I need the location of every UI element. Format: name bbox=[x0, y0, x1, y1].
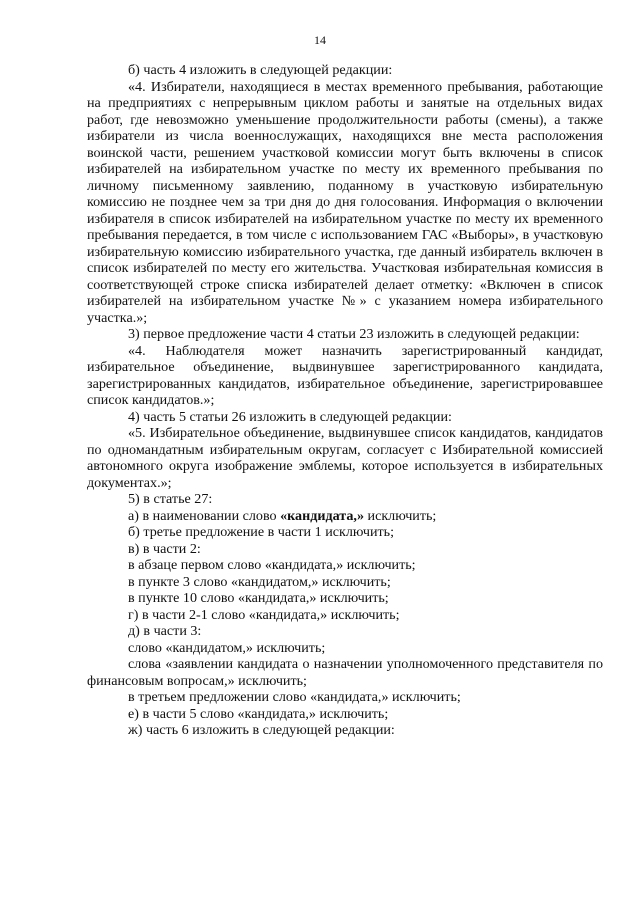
item-a-suffix: исключить; bbox=[364, 507, 437, 524]
paragraph-words: слова «заявлении кандидата о назначении уполномоченного представителя по финансовым вопросам,» исключить; bbox=[87, 656, 603, 689]
page-number: 14 bbox=[314, 33, 326, 47]
line-item: в абзаце первом слово «кандидата,» исключить; bbox=[128, 557, 416, 573]
item-a-bold-word: «кандидата,» bbox=[280, 507, 364, 524]
line-item: в) в части 2: bbox=[128, 540, 201, 557]
paragraph-item-4: 4) часть 5 статьи 26 изложить в следующей редакции: bbox=[128, 408, 452, 425]
paragraph-observer-text: «4. Наблюдателя может назначить зарегистрированный кандидат, избирательное объединение, выдвинувшее зарегистрированного кандидата, зарегистрированных кандидатов, избирательное объединение, зарегистрировавшее список кандидатов.»; bbox=[87, 342, 603, 408]
line-item: слово «кандидатом,» исключить; bbox=[128, 639, 326, 656]
line-item: б) третье предложение в части 1 исключить; bbox=[128, 524, 394, 540]
line-item: е) в части 5 слово «кандидата,» исключить; bbox=[128, 705, 389, 722]
paragraph-item-5: 5) в статье 27: bbox=[128, 491, 213, 507]
item-a-prefix: а) в наименовании слово bbox=[128, 507, 281, 524]
line-item-a bbox=[87, 508, 603, 525]
paragraph-part-4-text: «4. Избиратели, находящиеся в местах временного пребывания, работающие на предприятиях с непрерывным циклом работы и занятые на отдельных видах работ, где невозможно уменьшение продолжительности работы (смены), а также избиратели из числа военнослужащих, находящихся вне места расположения воинской части, решением участковой комиссии могут быть включены в список избирателей на избирательном участке по месту их временного пребывания по личному письменному заявлению, поданному в участковую избирательную комиссию не позднее чем за три дня до дня голосования. Информация о включении избирателя в список избирателей на избирательном участке по месту их временного пребывания передается, в том числе с использованием ГАС «Выборы», в участковую избирательную комиссию избирательного участка, где данный избиратель включен в список избирателей по месту его жительства. Участковая избирательная комиссия в соответствующей строке списка избирателей делает отметку: «Включен в список избирателей на избирательном участке №» с указанием номера избирательного участка.»; bbox=[87, 78, 603, 326]
document-body bbox=[87, 62, 603, 739]
line-item: в третьем предложении слово «кандидата,» исключить; bbox=[128, 689, 461, 705]
line-item: ж) часть 6 изложить в следующей редакции: bbox=[128, 722, 395, 738]
line-item: в пункте 3 слово «кандидатом,» исключить; bbox=[128, 573, 391, 590]
paragraph-item-3: 3) первое предложение части 4 статьи 23 изложить в следующей редакции: bbox=[128, 326, 580, 342]
line-item: д) в части 3: bbox=[128, 623, 202, 639]
line-item: г) в части 2-1 слово «кандидата,» исключить; bbox=[128, 606, 400, 623]
paragraph-item-b: б) часть 4 изложить в следующей редакции: bbox=[128, 62, 393, 78]
paragraph-part-5-text: «5. Избирательное объединение, выдвинувшее список кандидатов, кандидатов по одномандатным избирательным округам, согласует с Избирательной комиссией автономного округа изображение эмблемы, которое используется в избирательных документах.»; bbox=[87, 425, 603, 491]
line-item: в пункте 10 слово «кандидата,» исключить; bbox=[128, 590, 389, 606]
